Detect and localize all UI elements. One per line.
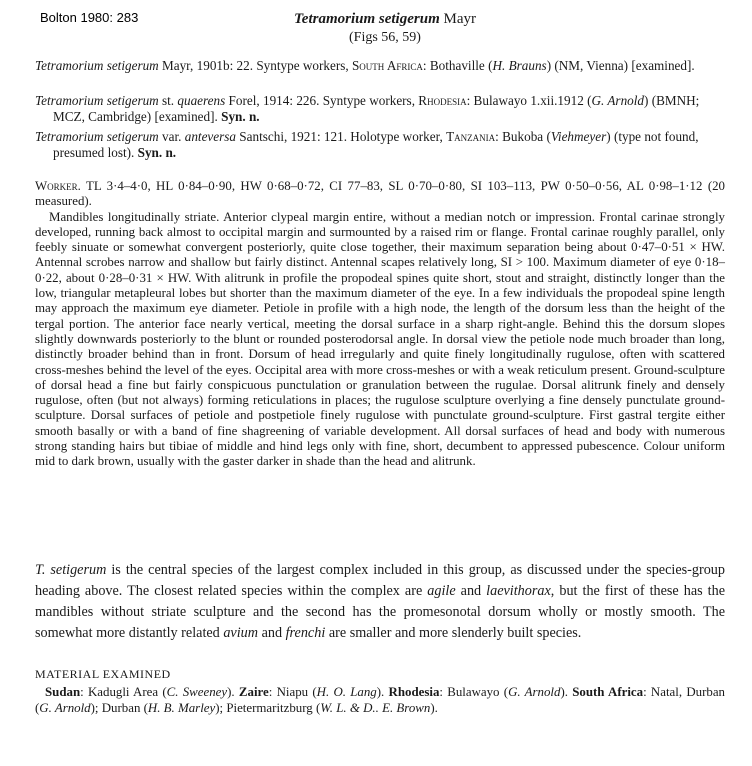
synonym-entry-2: Tetramorium setigerum st. quaerens Forel, 1914: 226. Syntype workers, Rhodesia: Bulawayo 1.xii.1912 (G. Arnold) (BMNH; MCZ, Cambridge) [examined]. Syn. n.	[35, 93, 700, 124]
material-heading: MATERIAL EXAMINED	[35, 667, 171, 681]
collector: Viehmeyer	[550, 129, 607, 144]
collector: H. Brauns	[492, 58, 547, 73]
synonymy-note: Syn. n.	[221, 108, 260, 124]
type-locality: Tanzania	[446, 129, 496, 144]
measurements: . TL 3·4–4·0, HL 0·84–0·90, HW 0·68–0·72, CI 77–83, SL 0·70–0·80, SI 103–113, PW 0·50–0·56, AL 0·98–1·12 (20 measured).	[35, 179, 725, 209]
synonym-name: Tetramorium setigerum	[35, 93, 159, 108]
type-locality: South Africa	[351, 58, 423, 73]
citation-reference: Bolton 1980: 283	[40, 10, 139, 25]
synonym-name: Tetramorium setigerum	[35, 129, 159, 144]
synonym-entry-1: Tetramorium setigerum Mayr, 1901b: 22. Syntype workers, South Africa: Bothaville (H. Brauns) (NM, Vienna) [examined].	[35, 58, 695, 73]
collector: G. Arnold	[591, 93, 645, 108]
material-examined: Sudan: Kadugli Area (C. Sweeney). Zaire: Niapu (H. O. Lang). Rhodesia: Bulawayo (G. Arnold). South Africa: Natal, Durban (G. Arnold); Durban (H. B. Marley); Pietermaritzburg (W. L. & D.. E. Brown).	[35, 685, 725, 715]
discussion-paragraph: T. setigerum is the central species of the largest complex included in this group, as discussed under the species-group heading above. The closest related species within the complex are agile and laevithorax, but the first of these has the mandibles without striate sculpture and the second has the promesonotal dorsum wholly or mostly smooth. The somewhat more distantly related avium and frenchi are smaller and more slenderly built species.	[35, 562, 725, 641]
figure-reference: (Figs 56, 59)	[349, 30, 421, 45]
worker-description	[35, 179, 725, 470]
title-author: Mayr	[439, 11, 476, 27]
title-taxon: Tetramorium setigerum	[294, 11, 440, 27]
synonym-entry-3: Tetramorium setigerum var. anteversa Santschi, 1921: 121. Holotype worker, Tanzania: Bukoba (Viehmeyer) (type not found, presumed lost). Syn. n.	[35, 129, 699, 160]
synonym-name: Tetramorium setigerum	[35, 58, 159, 73]
species-title	[150, 10, 620, 28]
worker-label: Worker	[35, 179, 78, 193]
description-body: Mandibles longitudinally striate. Anterior clypeal margin entire, without a median notch or impression. Frontal carinae strongly developed, running back almost to occipital margin and surmounted by a raised rim or flange. Frontal carinae roughly parallel, only feebly sinuate or somewhat convergent posteriorly, quite close together, their maximum separation being about 0·47–0·51 × HW. Antennal scrobes narrow and shallow but fairly distinct. Antennal scapes relatively long, SI > 100. Maximum diameter of eye 0·18–0·22, about 0·28–0·31 × HW. With alitrunk in profile the propodeal spines quite short, stout and straight, distinctly longer than the low, triangular metapleural lobes but shorter than the maximum diameter of the eye. In a few individuals the propodeal spine length may approach the maximum eye diameter. Petiole in profile with a high node, the length of the dorsum less than the height of the tergal portion. The anterior face nearly vertical, meeting the dorsal surface in a sharp right-angle. Behind this the dorsum slopes slightly downwards posteriorly to the blunt or rounded posterodorsal angle. In dorsal view the petiole node much broader than long, distinctly broader behind than in front. Dorsum of head irregularly and quite finely longitudinally rugulose, often with scattered cross-meshes behind the level of the eyes. Occipital area with more cross-meshes or with a weak reticulum present. Ground-sculpture of dorsal head a fine but fairly conspicuous punctulation or granulation between the rugulae. Dorsal alitrunk finely and densely rugulose, often (but not always) forming reticulations in places; the rugulose sculpture overlying a fine densely punctulate ground-sculpture. Dorsal surfaces of petiole and postpetiole finely rugulose with punctulate ground-sculpture. First gastral tergite either smooth basally or with a band of fine shagreening of variable development. All dorsal surfaces of head and body with numerous strong standing hairs but tibiae of middle and hind legs only with fine, short, decumbent to appressed pubescence. Colour uniform mid to dark brown, usually with the gaster darker in shade than the head and alitrunk.	[35, 209, 725, 469]
synonymy-note: Syn. n.	[137, 144, 177, 160]
type-locality: Rhodesia	[418, 93, 467, 108]
